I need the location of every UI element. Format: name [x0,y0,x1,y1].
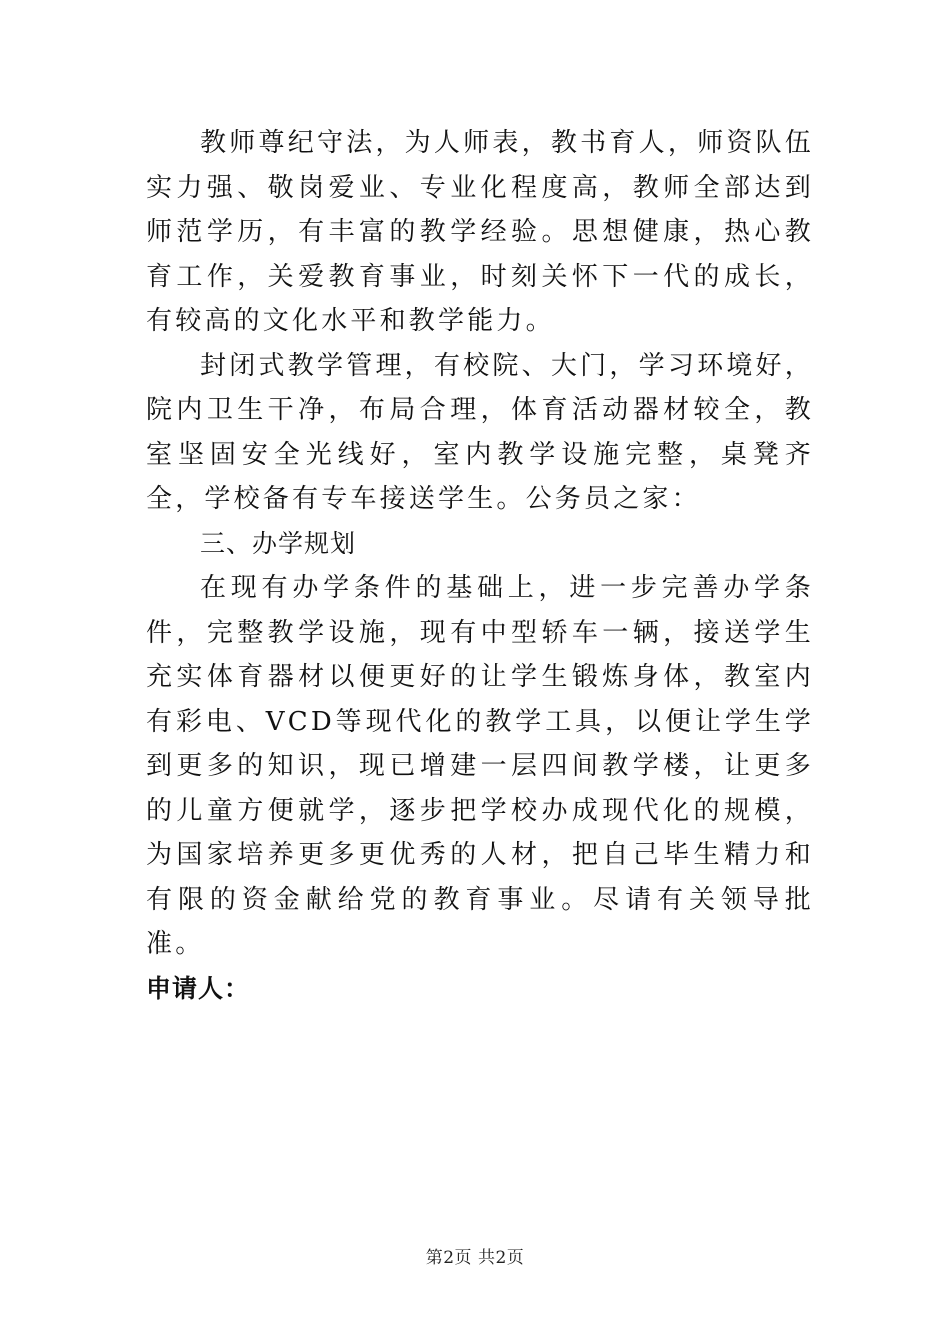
signature-label: 申请人： [146,973,251,1003]
paragraph-teachers: 教师尊纪守法，为人师表，教书育人，师资队伍实力强、敬岗爱业、专业化程度高，教师全部达到师范学历，有丰富的教学经验。思想健康，热心教育工作，关爱教育事业，时刻关怀下一代的成长，有较高的文化水平和教学能力。 [146,128,814,336]
paragraph-plan: 在现有办学条件的基础上，进一步完善办学条件，完整教学设施，现有中型轿车一辆，接送学生充实体育器材以便更好的让学生锻炼身体，教室内有彩电、VCD等现代化的教学工具，以便让学生学到更多的知识，现已增建一层四间教学楼，让更多的儿童方便就学，逐步把学校办成现代化的规模，为国家培养更多更优秀的人材，把自己毕生精力和有限的资金献给党的教育事业。尽请有关领导批准。 [146,573,814,959]
document-body [146,121,814,1011]
section-heading: 三、办学规划 [200,528,357,558]
page-footer: 第2页 共2页 [425,1248,525,1268]
paragraph-facilities: 封闭式教学管理，有校院、大门，学习环境好，院内卫生干净，布局合理，体育活动器材较全，教室坚固安全光线好，室内教学设施完整，桌凳齐全，学校备有专车接送学生。公务员之家： [146,350,814,514]
